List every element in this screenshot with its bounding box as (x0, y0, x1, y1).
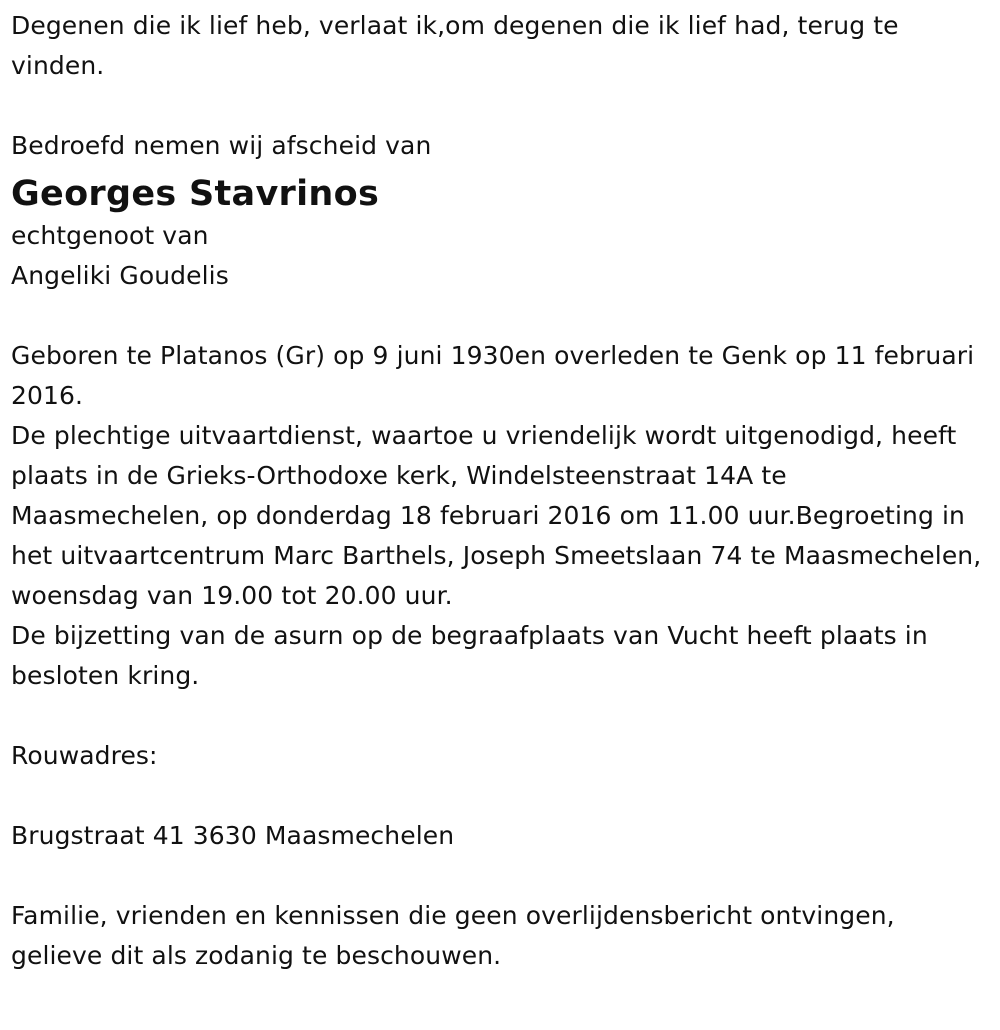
opening-quote: Degenen die ik lief heb, verlaat ik,om degenen die ik lief had, terug te vinden. (11, 11, 899, 80)
closing-text: Familie, vrienden en kennissen die geen overlijdensbericht ontvingen, gelieve dit als zodanig te beschouwen. (11, 901, 895, 970)
deceased-name: Georges Stavrinos (11, 174, 380, 214)
funeral-service-text: De plechtige uitvaartdienst, waartoe u vriendelijk wordt uitgenodigd, heeft plaats in de Grieks-Orthodoxe kerk, Windelsteenstraat 14A te Maasmechelen, op donderdag 18 februari 2016 om 11.00 uur.Begroeting in het uitvaartcentrum Marc Barthels, Joseph Smeetslaan 74 te Maasmechelen, woensdag van 19.00 tot 20.00 uur. (11, 421, 982, 610)
interment-text: De bijzetting van de asurn op de begraafplaats van Vucht heeft plaats in besloten kring. (11, 621, 928, 690)
spacer (11, 696, 990, 736)
spacer (11, 856, 990, 896)
spouse-name: Angeliki Goudelis (11, 261, 229, 290)
mourning-address: Brugstraat 41 3630 Maasmechelen (11, 821, 455, 850)
birth-death-text: Geboren te Platanos (Gr) op 9 juni 1930en overleden te Genk op 11 februari 2016. (11, 341, 975, 410)
intro-text: Bedroefd nemen wij afscheid van (11, 131, 432, 160)
relation-label: echtgenoot van (11, 221, 209, 250)
address-label: Rouwadres: (11, 741, 158, 770)
spacer (11, 86, 990, 126)
spacer (11, 296, 990, 336)
spacer (11, 776, 990, 816)
